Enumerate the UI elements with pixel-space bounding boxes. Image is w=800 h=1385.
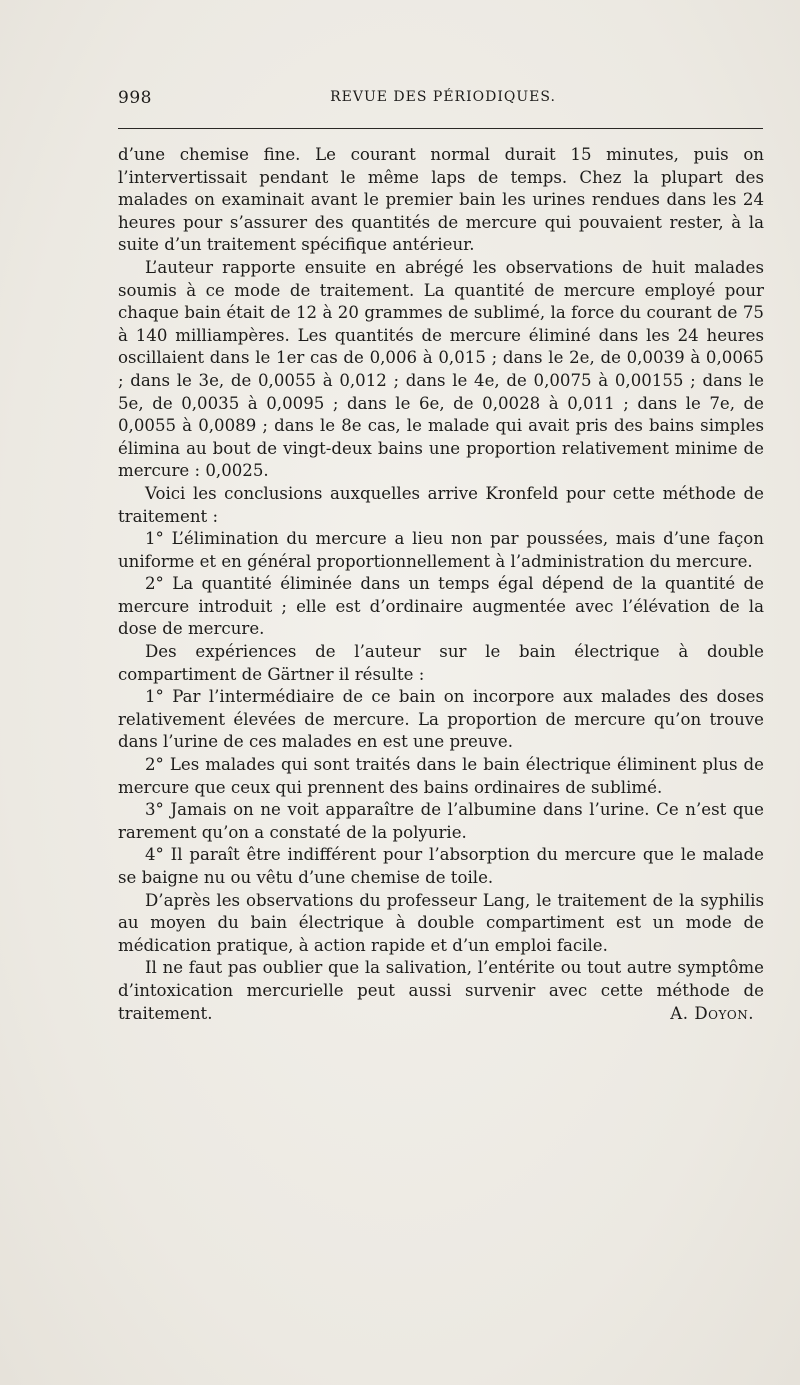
paragraph: 2° Les malades qui sont traités dans le bain électrique éliminent plus de mercure que ceux qui prennent des bains ordinaires de sublimé. — [118, 755, 764, 797]
paragraph: L’auteur rapporte ensuite en abrégé les observations de huit malades soumis à ce mode de traitement. La quantité de mercure employé pour chaque bain était de 12 à 20 grammes de sublimé, la force du courant de 75 à 140 milliampères. Les quantités de mercure éliminé dans les 24 heures oscillaient dans le 1er cas de 0,006 à 0,015 ; dans le 2e, de 0,0039 à 0,0065 ; dans le 3e, de 0,0055 à 0,012 ; dans le 4e, de 0,0075 à 0,00155 ; dans le 5e, de 0,0035 à 0,0095 ; dans le 6e, de 0,0028 à 0,011 ; dans le 7e, de 0,0055 à 0,0089 ; dans le 8e cas, le malade qui avait pris des bains simples élimina au bout de vingt-deux bains une proportion relativement minime de mercure : 0,0025. — [118, 257, 764, 481]
header-rule — [118, 128, 763, 129]
paragraph: 2° La quantité éliminée dans un temps égal dépend de la quantité de mercure introduit ; elle est d’ordinaire augmentée avec l’élévation de la dose de mercure. — [118, 574, 764, 639]
paragraph: D’après les observations du professeur Lang, le traitement de la syphilis au moyen du bain électrique à double compartiment est un mode de médication pratique, à action rapide et d’un emploi facile. — [118, 890, 764, 955]
paragraph: Il ne faut pas oublier que la salivation, l’entérite ou tout autre symptôme d’intoxication mercurielle peut aussi survenir avec cette méthode de traitement. — [118, 958, 764, 1023]
paragraph: 4° Il paraît être indifférent pour l’absorption du mercure que le malade se baigne nu ou vêtu d’une chemise de toile. — [118, 845, 764, 887]
paragraph: Voici les conclusions auxquelles arrive Kronfeld pour cette méthode de traitement : — [118, 483, 764, 526]
closing-paragraph — [118, 957, 764, 1025]
running-title: REVUE DES PÉRIODIQUES. — [330, 89, 556, 105]
page-number: 998 — [118, 88, 152, 108]
paragraph: d’une chemise fine. Le courant normal durait 15 minutes, puis on l’intervertissait pendant le même laps de temps. Chez la plupart des malades on examinait avant le premier bain les urines rendues dans les 24 heures pour s’assurer des quantités de mercure qui pouvaient rester, à la suite d’un traitement spécifique antérieur. — [118, 145, 764, 255]
page-header — [118, 88, 768, 110]
paragraph: 1° L’élimination du mercure a lieu non par poussées, mais d’une façon uniforme et en général proportionnellement à l’administration du mercure. — [118, 529, 764, 571]
paragraph: Des expériences de l’auteur sur le bain électrique à double compartiment de Gärtner il résulte : — [118, 642, 764, 684]
paragraph: 1° Par l’intermédiaire de ce bain on incorpore aux malades des doses relativement élevées de mercure. La proportion de mercure qu’on trouve dans l’urine de ces malades en est une preuve. — [118, 687, 764, 752]
article-body — [118, 144, 764, 1025]
paragraph: 3° Jamais on ne voit apparaître de l’albumine dans l’urine. Ce n’est que rarement qu’on a constaté de la polyurie. — [118, 800, 764, 842]
author-signature: A. Doyon. — [670, 1003, 754, 1023]
